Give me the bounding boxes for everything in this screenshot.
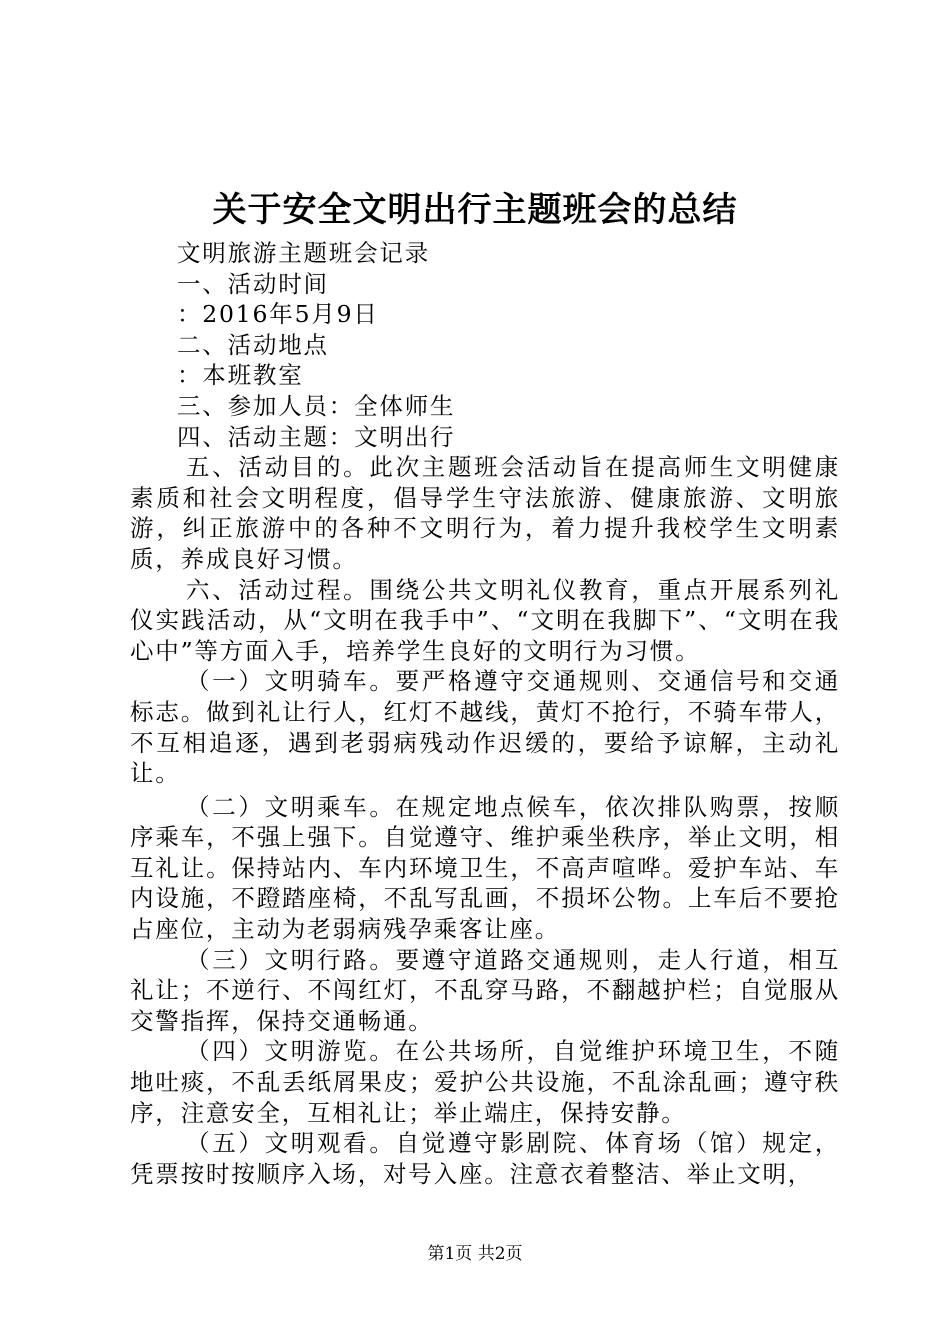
paragraph-riding: （二）文明乘车。在规定地点候车，依次排队购票，按顺序乘车，不强上强下。自觉遵守、维护乘坐秩序，举止文明，相互礼让。保持站内、车内环境卫生，不高声喧哗。爱护车站、车内设施，不蹬踏座椅，不乱写乱画，不损坏公物。上车后不要抢占座位，主动为老弱病残孕乘客让座。 <box>130 792 840 944</box>
activity-time-value: ：2016年5月9日 <box>177 300 379 329</box>
paragraph-watching: （五）文明观看。自觉遵守影剧院、体育场（馆）规定，凭票按时按顺序入场，对号入座。注意衣着整洁、举止文明， <box>130 1129 840 1188</box>
paragraph-process: 六、活动过程。围绕公共文明礼仪教育，重点开展系列礼仪实践活动，从“文明在我手中”、“文明在我脚下”、“文明在我心中”等方面入手，培养学生良好的文明行为习惯。 <box>130 575 840 665</box>
activity-location-value: ：本班教室 <box>177 361 304 390</box>
paragraph-walking: （三）文明行路。要遵守道路交通规则，走人行道，相互礼让；不逆行、不闯红灯，不乱穿马路，不翻越护栏；自觉服从交警指挥，保持交通畅通。 <box>130 945 840 1035</box>
participants-line: 三、参加人员：全体师生 <box>177 391 456 420</box>
document-title: 关于安全文明出行主题班会的总结 <box>212 190 738 230</box>
activity-location-heading: 二、活动地点 <box>177 330 329 359</box>
paragraph-purpose: 五、活动目的。此次主题班会活动旨在提高师生文明健康素质和社会文明程度，倡导学生守法旅游、健康旅游、文明旅游，纠正旅游中的各种不文明行为，着力提升我校学生文明素质，养成良好习惯。 <box>130 453 840 573</box>
document-body <box>130 238 840 1189</box>
paragraph-cycling: （一）文明骑车。要严格遵守交通规则、交通信号和交通标志。做到礼让行人，红灯不越线，黄灯不抢行，不骑车带人，不互相追逐，遇到老弱病残动作迟缓的，要给予谅解，主动礼让。 <box>130 667 840 788</box>
page-number-footer: 第1页 共2页 <box>427 1244 523 1264</box>
record-heading: 文明旅游主题班会记录 <box>177 239 430 267</box>
paragraph-sightseeing: （四）文明游览。在公共场所，自觉维护环境卫生，不随地吐痰，不乱丢纸屑果皮；爱护公共设施，不乱涂乱画；遵守秩序，注意安全，互相礼让；举止端庄，保持安静。 <box>130 1037 840 1127</box>
activity-theme-line: 四、活动主题：文明出行 <box>177 422 456 451</box>
activity-time-heading: 一、活动时间 <box>177 269 329 298</box>
